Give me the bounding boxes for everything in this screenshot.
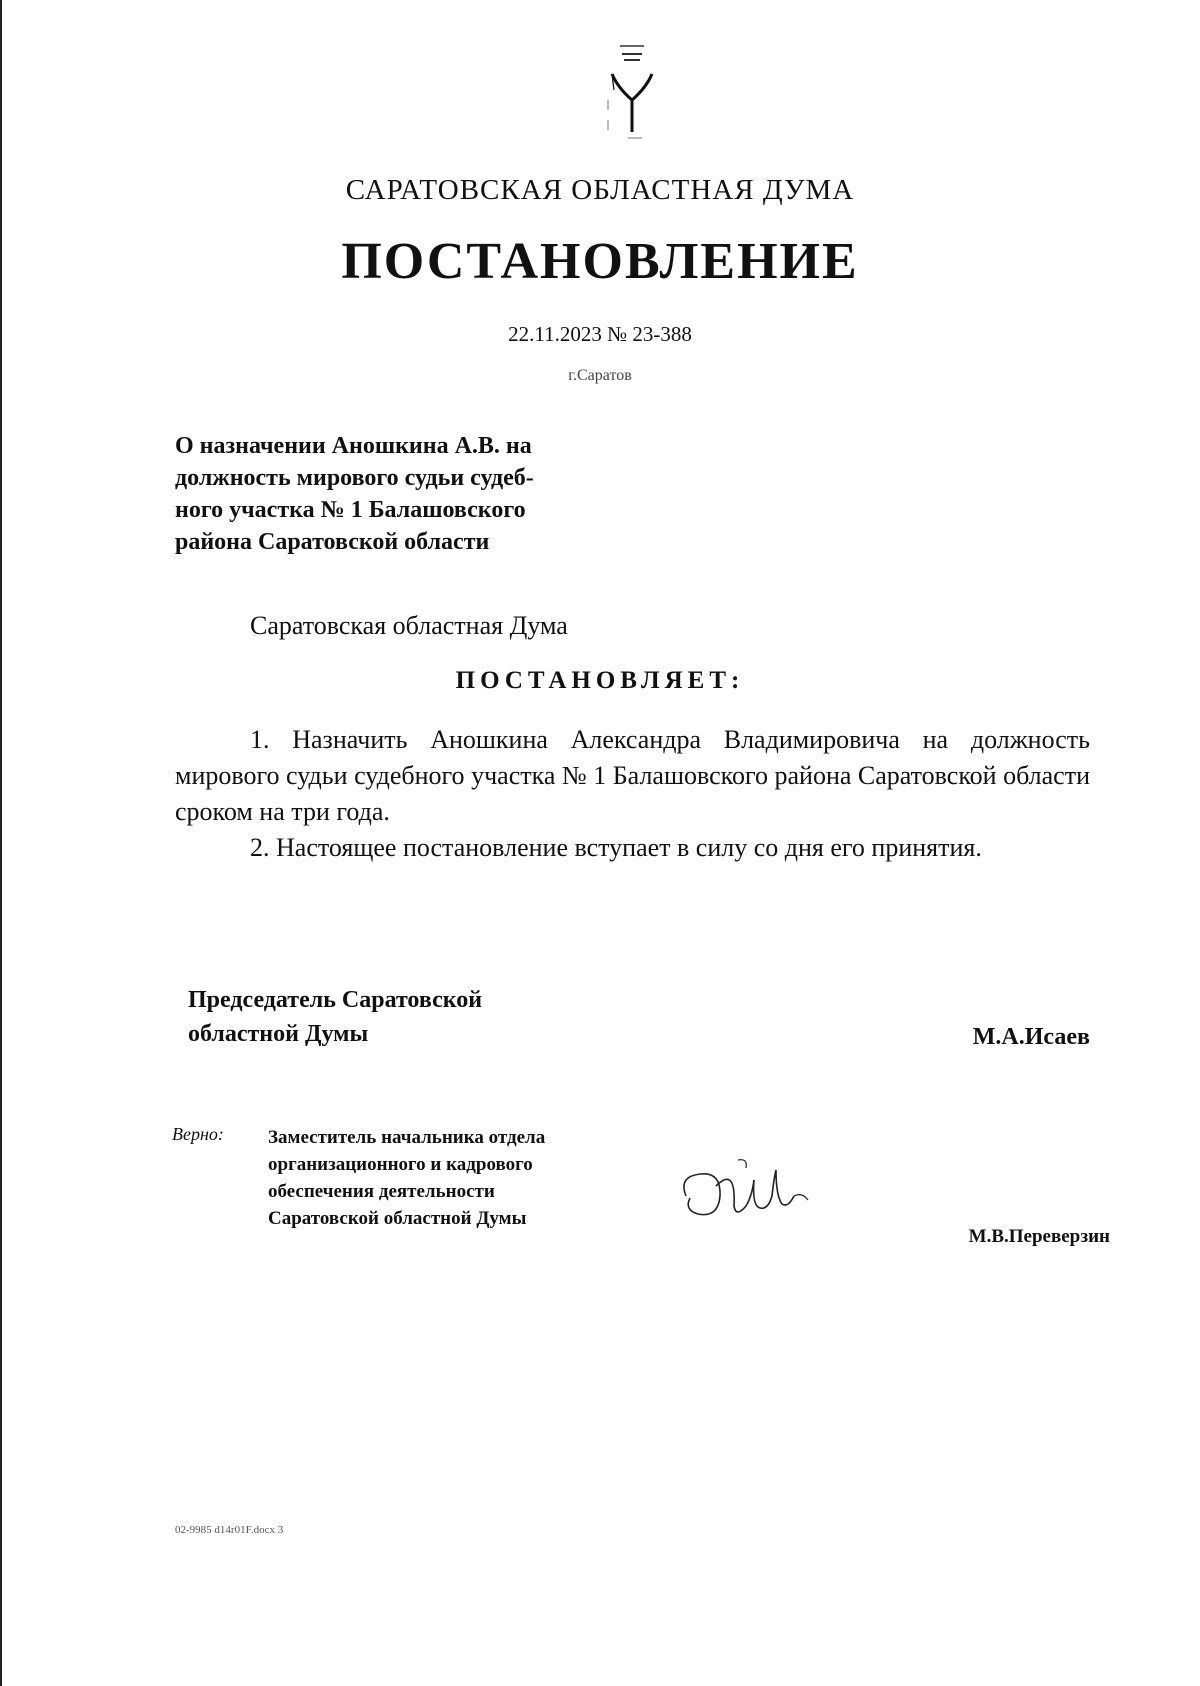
- resolution-body: [175, 722, 1090, 866]
- document-code-footer: 02-9985 d14r01F.docx 3: [175, 1524, 284, 1536]
- subject-line: ного участка № 1 Балашовского: [175, 497, 526, 523]
- certifier-title-line: Заместитель начальника отдела: [268, 1127, 546, 1148]
- resolution-item-1: 1. Назначить Аношкина Александра Владимировича на должность мирового судьи судебного участка № 1 Балашовского района Саратовской области сроком на три года.: [175, 725, 1090, 826]
- certifier-title-line: обеспечения деятельности: [268, 1181, 495, 1202]
- date-and-number: 22.11.2023 № 23-388: [508, 322, 692, 346]
- subject-line: О назначении Аношкина А.В. на: [175, 433, 532, 459]
- chair-title-line: Председатель Саратовской: [188, 987, 483, 1013]
- certifier-name: М.В.Переверзин: [968, 1226, 1110, 1247]
- subject-heading: [175, 430, 635, 558]
- subject-line: района Саратовской области: [175, 529, 490, 555]
- certifier-title-line: организационного и кадрового: [268, 1154, 533, 1175]
- certifier-title-line: Саратовской областной Думы: [268, 1208, 527, 1229]
- resolves-heading: ПОСТАНОВЛЯЕТ:: [455, 667, 745, 694]
- handwritten-signature: [676, 1156, 826, 1236]
- saratov-emblem-icon: [600, 40, 664, 150]
- chair-name: М.А.Исаев: [972, 1024, 1090, 1050]
- certifier-title: [268, 1124, 634, 1232]
- preamble-text: Саратовская областная Дума: [250, 611, 568, 640]
- document-type-title: ПОСТАНОВЛЕНИЕ: [341, 233, 859, 290]
- verno-label: Верно:: [172, 1124, 224, 1144]
- chair-title: [188, 983, 482, 1051]
- chair-title-line: областной Думы: [188, 1021, 369, 1047]
- resolution-item-2: 2. Настоящее постановление вступает в силу со дня его принятия.: [250, 833, 982, 862]
- city-label: г.Саратов: [568, 367, 632, 384]
- organization-name: САРАТОВСКАЯ ОБЛАСТНАЯ ДУМА: [345, 174, 855, 206]
- subject-line: должность мирового судьи судеб-: [175, 465, 534, 491]
